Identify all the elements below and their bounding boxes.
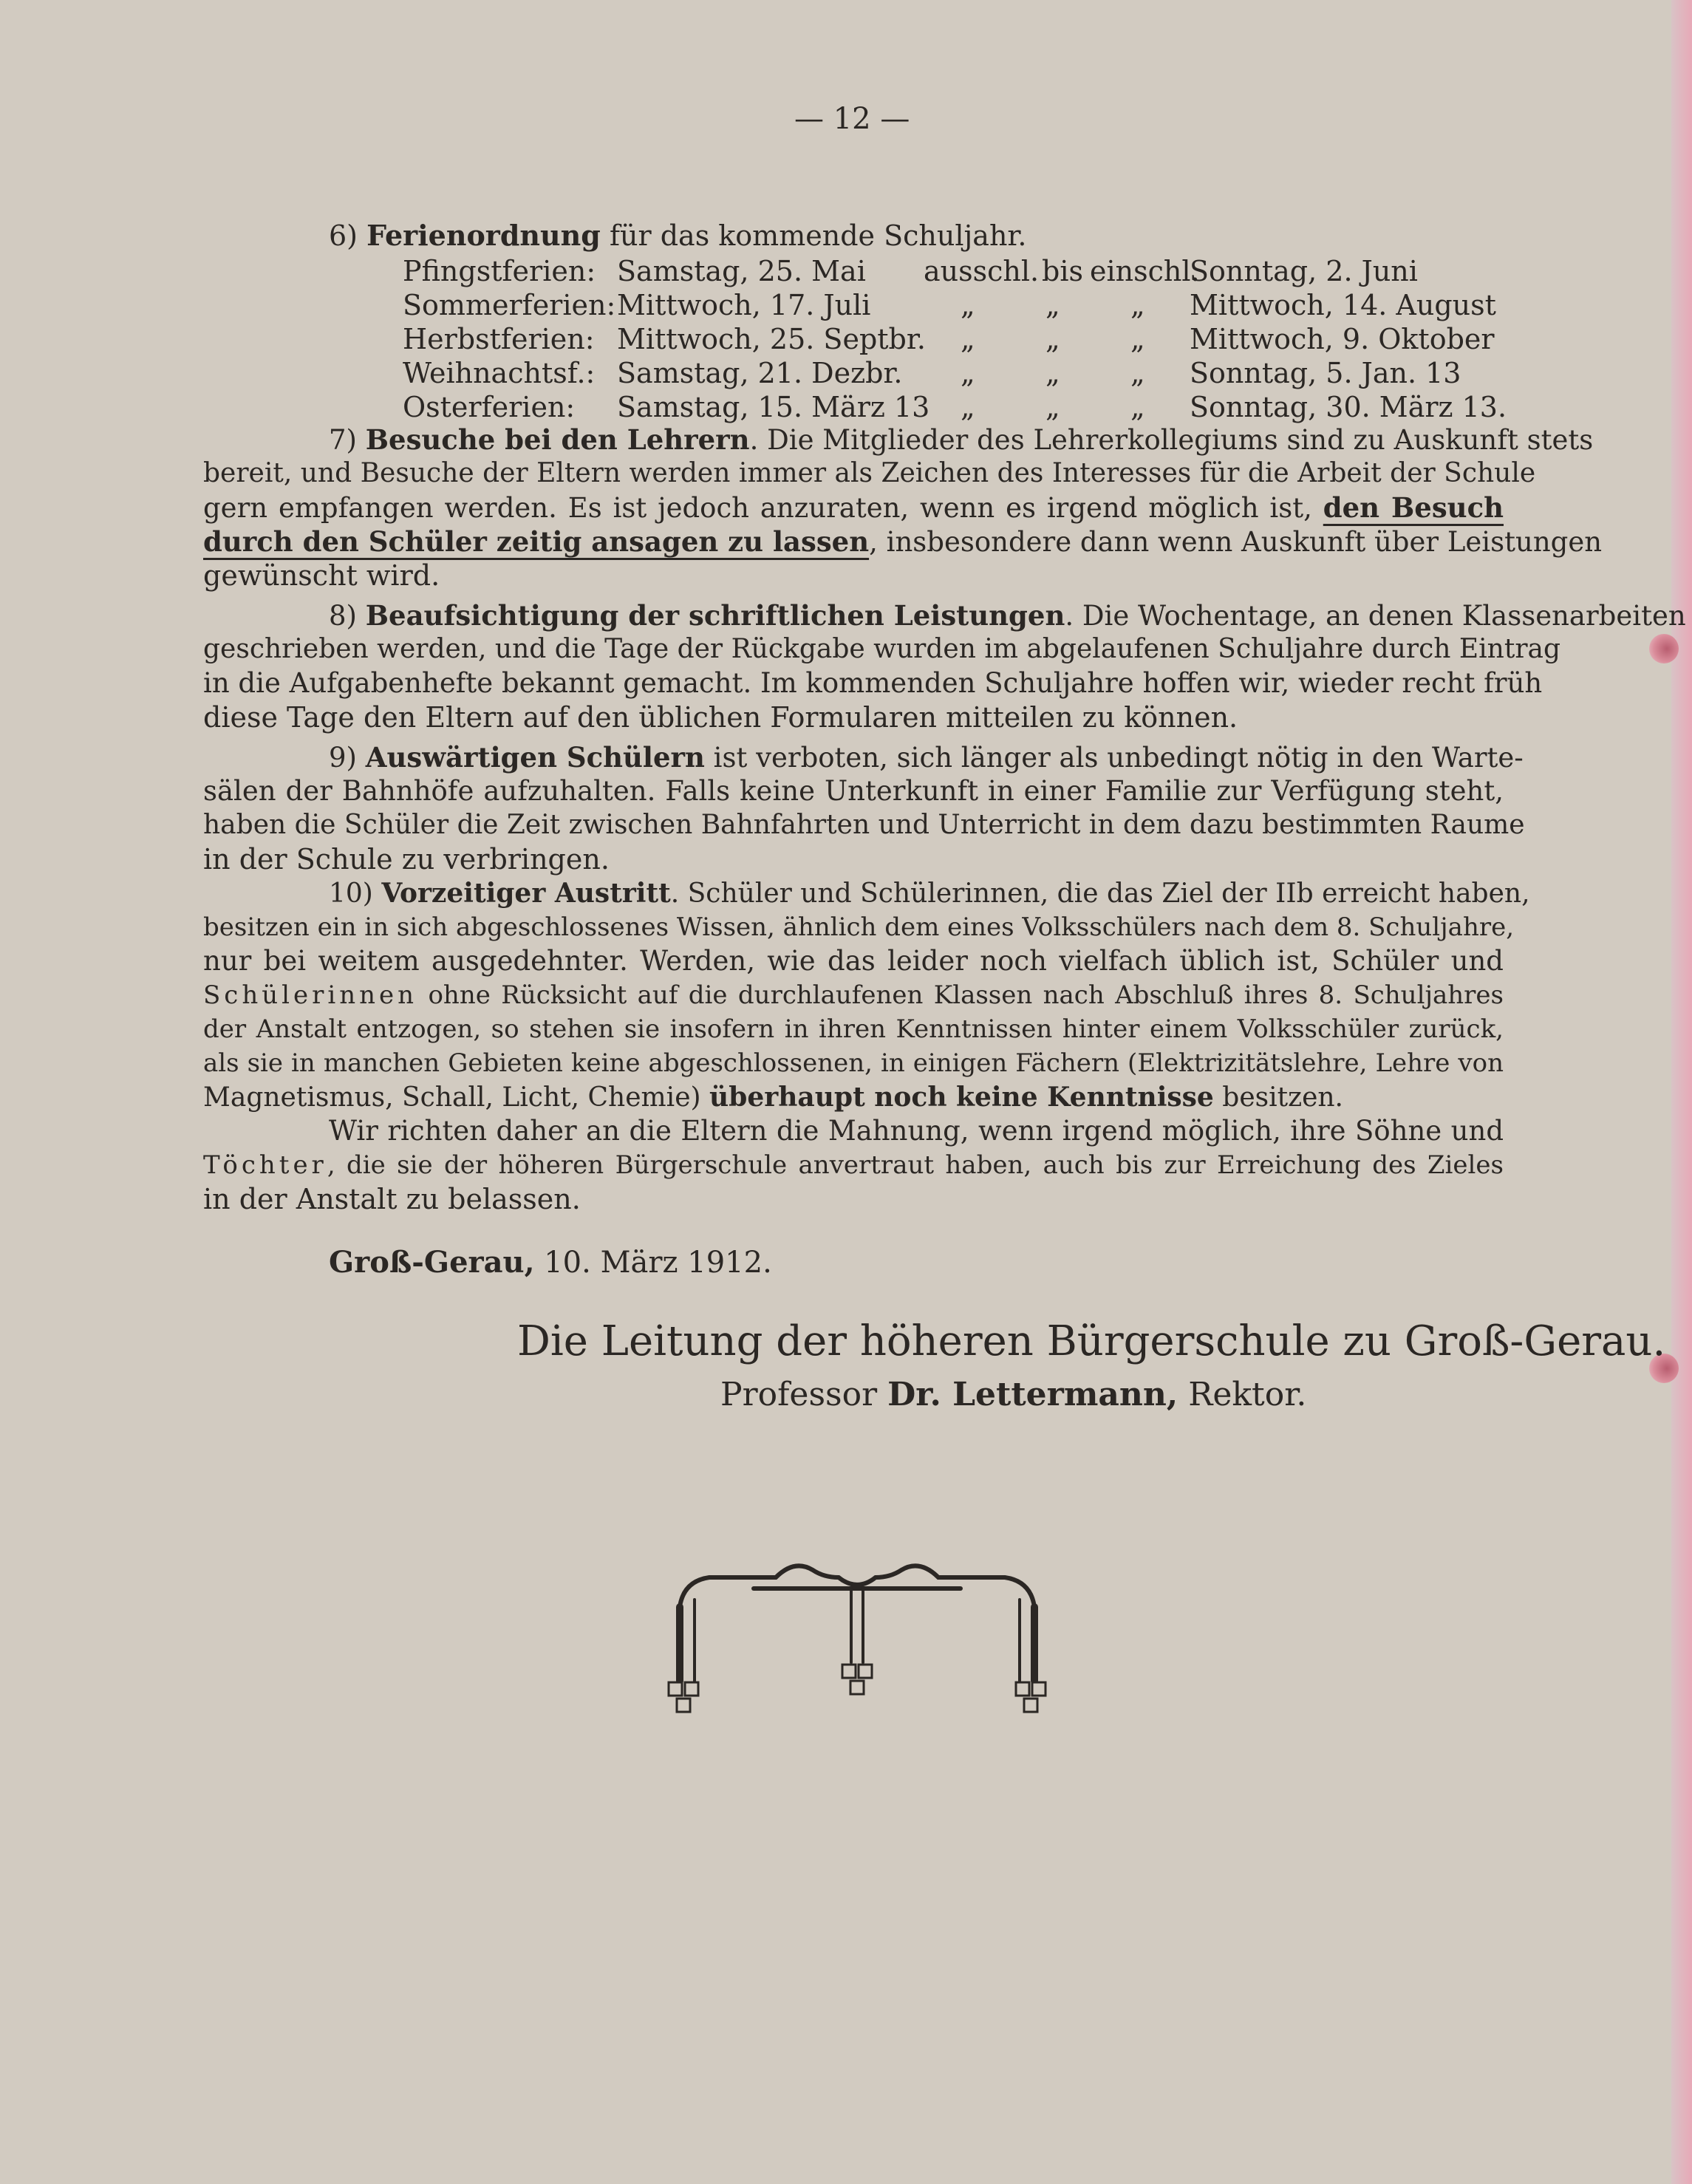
section-number: 9) [329, 742, 357, 774]
section-8-line: in die Aufgabenhefte bekannt gemacht. Im kommenden Schuljahre hoffen wir, wieder recht früh [203, 667, 1543, 699]
emphasis-underlined: den Besuch [1323, 491, 1504, 524]
page-number: — 12 — [794, 102, 910, 136]
holiday-name: Weihnachtsf.: [403, 357, 596, 389]
holiday-bis: „ [1045, 289, 1060, 321]
section-10-line: besitzen ein in sich abgeschlossenes Wissen, ähnlich dem eines Volksschülers nach dem 8. Schuljahre, [203, 912, 1515, 942]
signature-person [720, 1376, 1306, 1414]
section-title: Ferienordnung [366, 219, 601, 252]
person-name: Dr. Lettermann, [887, 1376, 1178, 1413]
page-edge [1671, 0, 1692, 2184]
section-text: . Die Mitglieder des Lehrerkollegiums sind zu Auskunft stets [749, 424, 1594, 456]
spaced-emphasis: Töchter [203, 1150, 327, 1180]
holiday-start: Samstag, 21. Dezbr. [617, 357, 903, 389]
section-title: Beaufsichtigung der schriftlichen Leistungen [365, 599, 1065, 632]
section-text: besitzen. [1222, 1082, 1344, 1113]
section-10-line [203, 978, 1504, 1012]
section-10-line: Wir richten daher an die Eltern die Mahnung, wenn irgend möglich, ihre Söhne und [329, 1115, 1504, 1147]
holiday-name: Herbstferien: [403, 323, 595, 355]
section-7-line [203, 525, 1603, 559]
place: Groß-Gerau, [329, 1245, 535, 1280]
section-text: gern empfangen werden. Es ist jedoch anzuraten, wenn es irgend möglich ist, [203, 492, 1312, 524]
holiday-incl: „ [1130, 323, 1145, 355]
section-10-line: als sie in manchen Gebieten keine abgeschlossenen, in einigen Fächern (Elektrizitätslehre, Lehre von [203, 1048, 1504, 1078]
section-10-line [203, 1080, 1343, 1115]
section-10-line: in der Anstalt zu belassen. [203, 1183, 581, 1215]
holiday-end: Mittwoch, 9. Oktober [1190, 323, 1495, 355]
holiday-name: Osterferien: [403, 391, 576, 423]
section-text: für das kommende Schuljahr. [609, 219, 1027, 252]
holiday-start: Mittwoch, 25. Septbr. [617, 323, 926, 355]
signature-institution: Die Leitung der höheren Bürgerschule zu Groß-Gerau. [517, 1317, 1666, 1365]
holiday-incl: einschl. [1090, 255, 1200, 287]
holiday-excl: „ [961, 357, 975, 389]
title-rektor: Rektor. [1188, 1376, 1307, 1413]
holiday-incl: „ [1130, 357, 1145, 389]
section-text: , die sie der höheren Bürgerschule anvertraut haben, auch bis zur Erreichung des Zieles [327, 1150, 1504, 1180]
emphasis-bold: überhaupt noch keine Kenntnisse [709, 1082, 1214, 1113]
section-7-line: gewünscht wird. [203, 559, 440, 592]
section-6-heading [329, 219, 1027, 253]
section-number: 6) [329, 219, 358, 252]
holiday-bis: „ [1045, 323, 1060, 355]
holiday-name: Sommerferien: [403, 289, 616, 321]
section-title: Auswärtigen Schülern [365, 741, 705, 774]
section-8-line [329, 598, 1686, 633]
emphasis-underlined: durch den Schüler zeitig ansagen zu lassen [203, 525, 870, 558]
section-text: . Schüler und Schülerinnen, die das Ziel der IIb erreicht haben, [670, 878, 1530, 909]
holiday-start: Samstag, 15. März 13 [617, 391, 930, 423]
holiday-end: Sonntag, 30. März 13. [1190, 391, 1507, 423]
section-text: ist verboten, sich länger als unbedingt nötig in den Warte- [713, 742, 1524, 774]
section-9-line: sälen der Bahnhöfe aufzuhalten. Falls keine Unterkunft in einer Familie zur Verfügung steht, [203, 775, 1504, 807]
section-title: Besuche bei den Lehrern [365, 423, 750, 456]
section-7-line: bereit, und Besuche der Eltern werden immer als Zeichen des Interesses für die Arbeit der Schule [203, 458, 1536, 488]
section-7-line [329, 423, 1594, 457]
holiday-name: Pfingstferien: [403, 255, 596, 287]
section-number: 10) [329, 878, 373, 909]
section-title: Vorzeitiger Austritt [381, 878, 671, 909]
section-text: ohne Rücksicht auf die durchlaufenen Klassen nach Abschluß ihres 8. Schuljahres [428, 980, 1504, 1010]
section-10-line: nur bei weitem ausgedehnter. Werden, wie das leider noch vielfach üblich ist, Schüler und [203, 945, 1504, 977]
holiday-end: Sonntag, 2. Juni [1190, 255, 1418, 287]
place-date [329, 1246, 772, 1280]
art-nouveau-vignette-icon [665, 1540, 1049, 1725]
section-10-line [203, 1148, 1504, 1182]
holiday-start: Samstag, 25. Mai [617, 255, 866, 287]
section-text: Magnetismus, Schall, Licht, Chemie) [203, 1082, 701, 1113]
holiday-excl: „ [961, 289, 975, 321]
holiday-excl: „ [961, 391, 975, 423]
holiday-start: Mittwoch, 17. Juli [617, 289, 871, 321]
section-9-line: haben die Schüler die Zeit zwischen Bahnfahrten und Unterricht in dem dazu bestimmten Raume [203, 810, 1525, 840]
section-7-line [203, 491, 1504, 525]
holiday-incl: „ [1130, 391, 1145, 423]
section-8-line: diese Tage den Eltern auf den üblichen Formularen mitteilen zu können. [203, 701, 1238, 734]
section-10-line: der Anstalt entzogen, so stehen sie insofern in ihren Kenntnissen hinter einem Volksschüler zurück, [203, 1014, 1504, 1044]
title-professor: Professor [720, 1376, 878, 1413]
section-text: , insbesondere dann wenn Auskunft über Leistungen [869, 526, 1603, 558]
holiday-bis: „ [1045, 391, 1060, 423]
section-9-line [329, 740, 1524, 775]
holiday-end: Sonntag, 5. Jan. 13 [1190, 357, 1461, 389]
section-10-line [329, 876, 1530, 911]
punch-hole-icon [1649, 634, 1679, 663]
section-9-line: in der Schule zu verbringen. [203, 843, 610, 876]
date: 10. März 1912. [544, 1246, 772, 1280]
section-text: . Die Wochentage, an denen Klassenarbeiten [1065, 600, 1686, 632]
holiday-bis: „ [1045, 357, 1060, 389]
section-number: 7) [329, 424, 357, 456]
holiday-bis: bis [1042, 255, 1083, 287]
holiday-excl: ausschl. [924, 255, 1040, 287]
holiday-incl: „ [1130, 289, 1145, 321]
holiday-excl: „ [961, 323, 975, 355]
holiday-end: Mittwoch, 14. August [1190, 289, 1496, 321]
section-8-line: geschrieben werden, und die Tage der Rückgabe wurden im abgelaufenen Schuljahre durch Eintrag [203, 634, 1561, 664]
spaced-emphasis: Schülerinnen [203, 980, 418, 1010]
section-number: 8) [329, 600, 357, 632]
